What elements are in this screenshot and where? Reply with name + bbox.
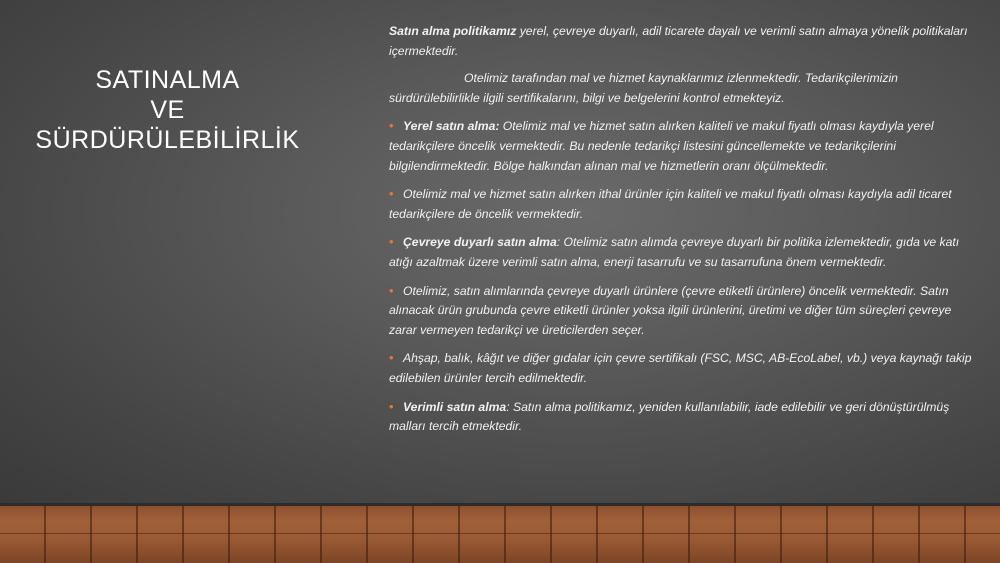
bullet-icon: •	[389, 282, 394, 298]
floor-plank-line	[0, 533, 1000, 534]
bullet-text: Ahşap, balık, kâğıt ve diğer gıdalar için çevre sertifikalı (FSC, MSC, AB-EcoLabel, vb.) veya kaynağı takip edilebilen ürünler tercih edilmektedir.	[389, 351, 972, 385]
bullet-bold: Yerel satın alma:	[403, 119, 500, 134]
bullet-text: Otelimiz, satın alımlarında çevreye duyarlı ürünlere (çevre etiketli ürünlere) öncelik vermektedir. Satın alınacak ürün grubunda çevre etiketli ürünler yoksa ilgili ürünlerini, üretimi ve diğer tüm süreçleri çevreye zarar vermeyen tedarikçi ve üreticilerden seçer.	[389, 283, 952, 337]
bullet-item	[389, 116, 979, 176]
bullet-text: : Otelimiz satın alımda çevreye duyarlı bir politika izlemektedir, gıda ve katı atığı azaltmak üzere verimli satın alma, enerji tasarrufu ve su tasarrufuna önem vermektedir.	[389, 235, 960, 269]
bullet-bold: Çevreye duyarlı satın alma	[403, 235, 557, 250]
intro-bold: Satın alma politikamız	[389, 24, 517, 38]
bullet-text: Otelimiz mal ve hizmet satın alırken ithal ürünler için kaliteli ve makul fiyatlı olması kaydıyla adil ticaret tedarikçilere de öncelik vermektedir.	[389, 187, 952, 221]
bullet-icon: •	[389, 118, 394, 134]
bullet-bold: Verimli satın alma	[403, 399, 507, 414]
wood-floor	[0, 503, 1000, 563]
bullet-item	[389, 232, 979, 272]
bullet-icon: •	[389, 350, 394, 366]
bullet-item	[389, 397, 979, 437]
slide-title	[30, 65, 305, 155]
bullet-item	[389, 281, 979, 341]
bullet-icon: •	[389, 186, 394, 202]
bullet-icon: •	[389, 398, 394, 414]
supplier-paragraph: Otelimiz tarafından mal ve hizmet kaynaklarımız izlenmektedir. Tedarikçilerimizin sürdürülebilirlikle ilgili sertifikalarını, bilgi ve belgelerini kontrol etmekteyiz.	[389, 71, 898, 105]
title-line-3: SÜRDÜRÜLEBİLİRLİK	[35, 126, 300, 154]
title-line-2: VE	[150, 96, 185, 124]
intro-paragraph	[389, 22, 979, 61]
bullet-text: Otelimiz mal ve hizmet satın alırken kaliteli ve makul fiyatlı olması kaydıyla yerel tedarikçilere öncelik vermektedir. Bu nedenle tedarikçi listesini güncellemekte ve tedarikçilerini bilgilendirmektedir. Bölge halkından alınan mal ve hizmetlerin oranı ölçülmektedir.	[389, 119, 934, 173]
slide-content	[389, 22, 979, 445]
bullet-item	[389, 348, 979, 388]
intro-text: yerel, çevreye duyarlı, adil ticarete dayalı ve verimli satın almaya yönelik politikaları içermektedir.	[389, 24, 968, 58]
bullet-icon: •	[389, 234, 394, 250]
title-line-1: SATINALMA	[95, 66, 240, 94]
bullet-item	[389, 184, 979, 224]
bullet-text: : Satın alma politikamız, yeniden kullanılabilir, iade edilebilir ve geri dönüştürülmüş malları tercih etmektedir.	[389, 399, 950, 434]
